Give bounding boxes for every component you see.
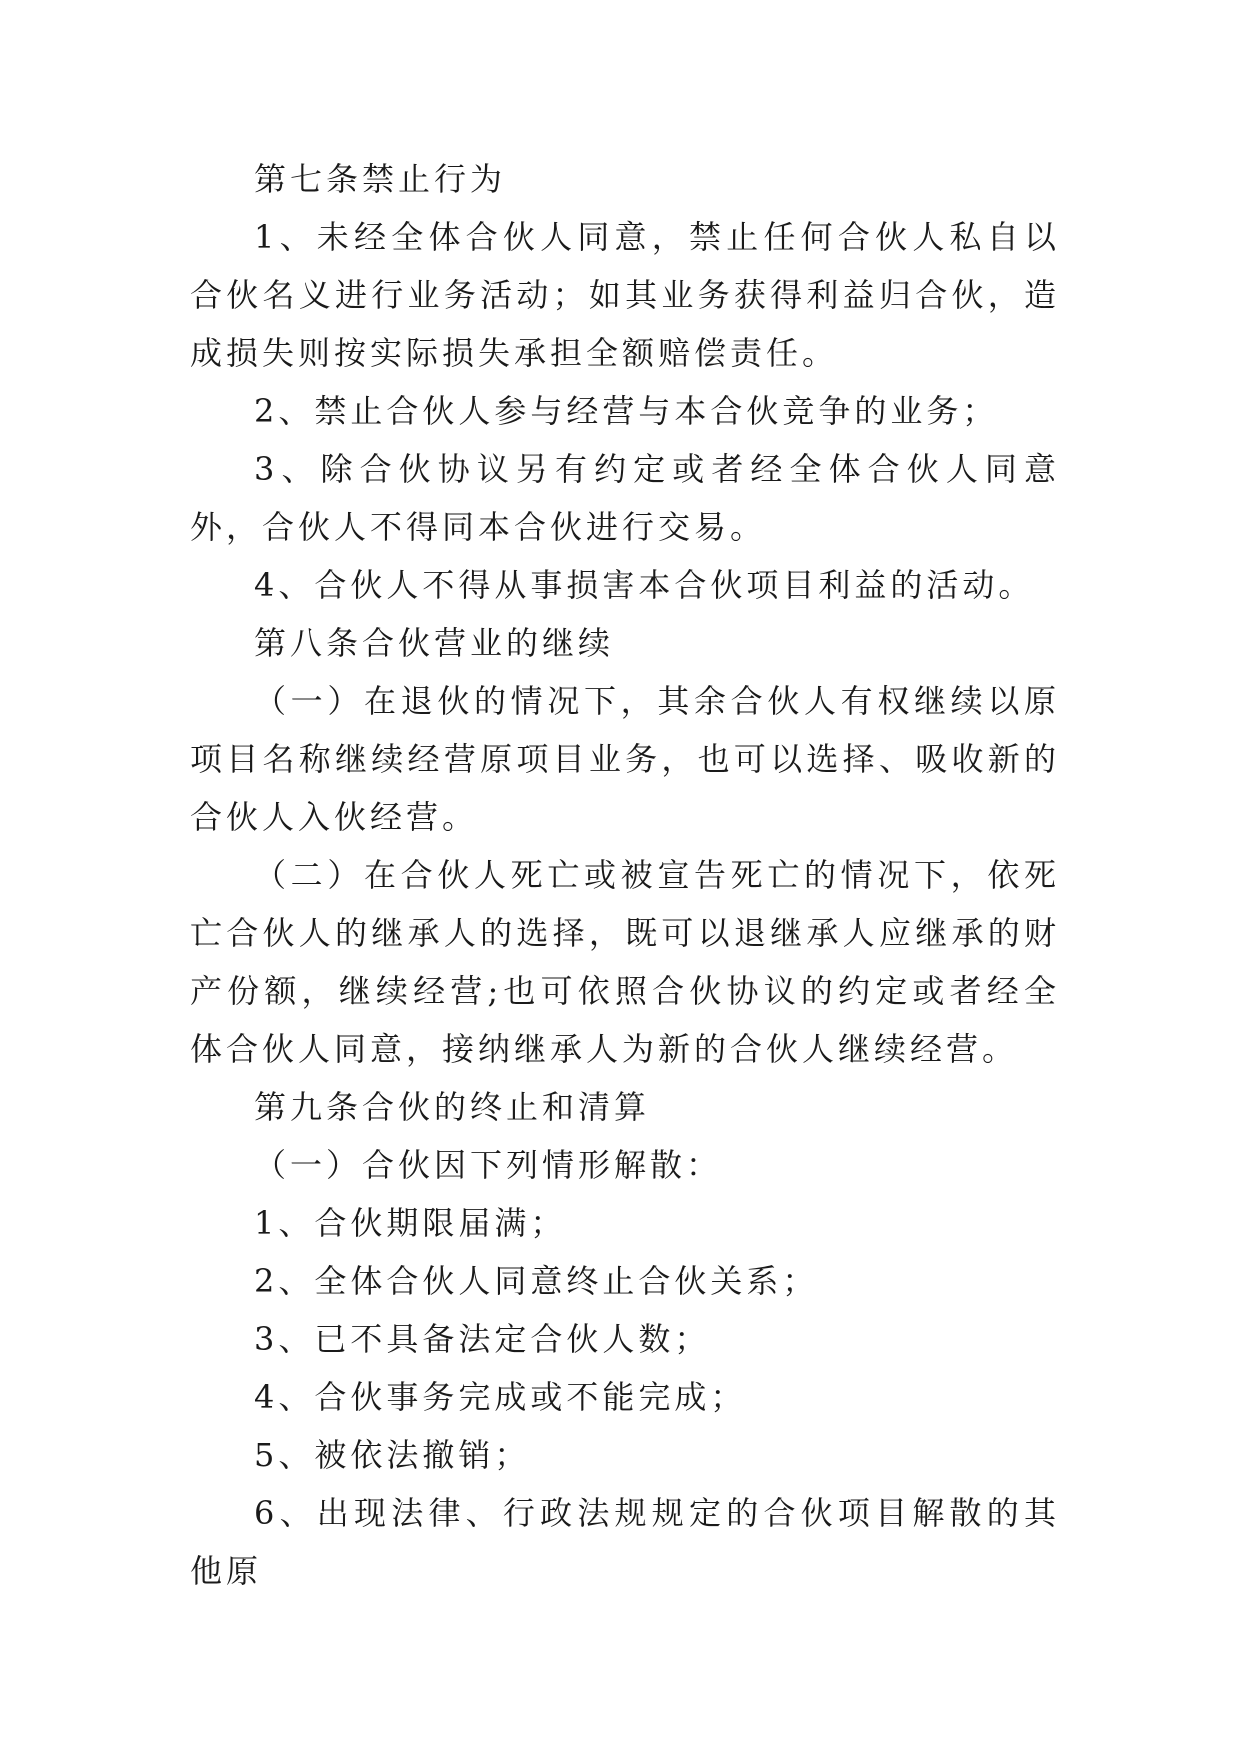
list-item-9-6: 6、出现法律、行政法规规定的合伙项目解散的其他原 (190, 1494, 1060, 1590)
list-item-9-5: 5、被依法撤销； (254, 1436, 531, 1474)
paragraph-8-1: （一）在退伙的情况下，其余合伙人有权继续以原项目名称继续经营原项目业务，也可以选择、吸收新的合伙人入伙经营。 (190, 682, 1060, 836)
paragraph-7-3: 3、除合伙协议另有约定或者经全体合伙人同意外，合伙人不得同本合伙进行交易。 (190, 450, 1060, 546)
paragraph-7-2: 2、禁止合伙人参与经营与本合伙竞争的业务； (254, 392, 999, 430)
paragraph-9-intro: （一）合伙因下列情形解散： (254, 1146, 723, 1184)
document-body (190, 150, 1060, 1600)
section-heading-article-7: 第七条禁止行为 (254, 160, 507, 198)
list-item-9-1: 1、合伙期限届满； (254, 1204, 567, 1242)
list-item-9-2: 2、全体合伙人同意终止合伙关系； (254, 1262, 819, 1300)
paragraph-8-2: （二）在合伙人死亡或被宣告死亡的情况下，依死亡合伙人的继承人的选择，既可以退继承人应继承的财产份额，继续经营;也可依照合伙协议的约定或者经全体合伙人同意，接纳继承人为新的合伙人继续经营。 (190, 856, 1060, 1068)
list-item-9-4: 4、合伙事务完成或不能完成； (254, 1378, 747, 1416)
section-heading-article-9: 第九条合伙的终止和清算 (254, 1088, 651, 1126)
paragraph-7-1: 1、未经全体合伙人同意，禁止任何合伙人私自以合伙名义进行业务活动；如其业务获得利益归合伙，造成损失则按实际损失承担全额赔偿责任。 (190, 218, 1060, 372)
section-heading-article-8: 第八条合伙营业的继续 (254, 624, 615, 662)
list-item-9-3: 3、已不具备法定合伙人数； (254, 1320, 711, 1358)
paragraph-7-4: 4、合伙人不得从事损害本合伙项目利益的活动。 (254, 566, 1035, 604)
